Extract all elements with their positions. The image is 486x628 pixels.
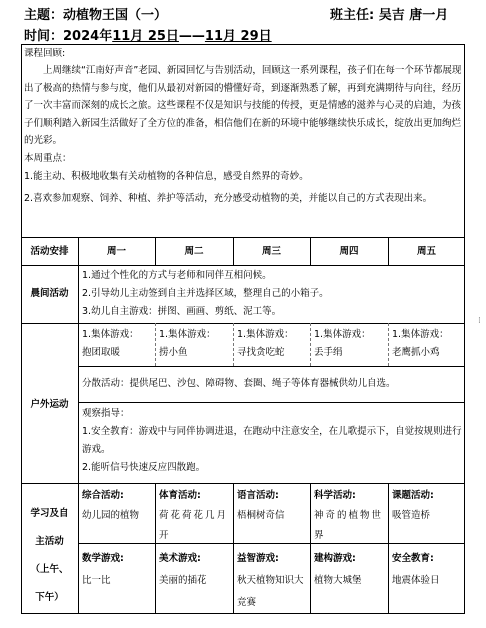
morning-item: 2.引导幼儿主动签到自主并选择区域，整理自己的小箱子。: [82, 288, 329, 299]
group-game-name: 寻找贪吃蛇: [237, 347, 285, 358]
activity-name: 幼儿园的植物: [82, 510, 140, 521]
activity-name: 比一比: [82, 575, 111, 586]
study-mon-2: [82, 548, 154, 592]
guidance: [82, 405, 462, 477]
group-game-label: 1.集体游戏：: [392, 329, 449, 340]
activity-name: 美丽的插花: [159, 575, 207, 586]
activity-name: 荷花荷花几月开: [159, 510, 229, 541]
group-game-thu: [314, 326, 386, 362]
guidance-item: 1.安全教育：游戏中与同伴协调进退，在跑动中注意安全，在儿歌提示下，自觉按规则进行游戏。: [82, 426, 462, 455]
study-tue-2: [159, 548, 231, 592]
study-label-line: 主活动: [35, 536, 64, 547]
activity-name: 秋天植物知识大竞赛: [237, 575, 304, 608]
guidance-title: 观察指导：: [82, 408, 130, 419]
day-header-tue: 周二: [184, 246, 204, 257]
time-line: [24, 25, 272, 44]
study-fri-2: [392, 548, 464, 592]
activity-name: 植物大城堡: [314, 575, 362, 586]
day-header-fri: 周五: [416, 246, 436, 257]
theme-label: 主题：: [24, 8, 64, 23]
time-year: 2024年: [63, 29, 113, 44]
study-tue-1: [159, 486, 230, 546]
page-edge-marker-icon: ⁞: [478, 316, 481, 326]
time-label: 时间：: [24, 29, 64, 44]
guidance-item: 2.能听信号快速反应四散跑。: [82, 462, 206, 473]
activity-type: 体育活动:: [159, 490, 201, 501]
day-header-mon: 周一: [106, 246, 126, 257]
group-game-name: 抱团取暖: [82, 347, 121, 358]
free-play: 分散活动：提供尾巴、沙包、障碍物、套圈、绳子等体育器械供幼儿自选。: [82, 378, 396, 389]
review-paragraph: 上周继续“江南好声音”老园、新园回忆与告别活动，回顾这一系列课程，孩子们在每一个环节都展现出了极高的热情与参与度，他们从最初对新园的懵懂好奇，到逐渐熟悉了解，再到充满期待与向往，经历了一次丰富而深刻的成长之旅。这些课程不仅是知识与技能的传授，更是情感的滋养与心灵的启迪，为孩子们顺利踏入新园生活做好了全方位的准备，相信他们在新的环境中能够继续快乐成长，绽放出更加绚烂的光彩。: [24, 65, 462, 146]
group-game-mon: [82, 326, 154, 362]
review-section: [24, 46, 462, 207]
activity-name: 神奇的植物世界: [314, 510, 384, 541]
activity-type: 科学活动:: [314, 490, 356, 501]
time-end: 11月 29日: [204, 29, 272, 44]
study-fri-1: [392, 486, 464, 526]
study-label-line: （上午、: [30, 564, 69, 575]
group-game-name: 捞小鱼: [159, 347, 188, 358]
study-wed-2: [237, 548, 309, 614]
morning-item: 3.幼儿自主游戏：拼图、画画、剪纸、泥工等。: [82, 306, 282, 317]
arrangement-label: 活动安排: [30, 246, 69, 257]
activity-type: 益智游戏:: [237, 553, 279, 564]
activity-type: 美术游戏:: [159, 553, 201, 564]
goal-item: 1.能主动、积极地收集有关动植物的各种信息，感受自然界的奇妙。: [24, 170, 309, 182]
group-game-label: 1.集体游戏：: [237, 329, 294, 340]
study-label: [21, 500, 78, 612]
activity-type: 课题活动:: [392, 490, 434, 501]
day-header-wed: 周三: [261, 246, 281, 257]
group-game-tue: [159, 326, 231, 362]
group-game-label: 1.集体游戏：: [314, 329, 371, 340]
activity-type: 语言活动:: [237, 490, 279, 501]
time-start: 11月 25日: [112, 29, 179, 44]
morning-items: [82, 267, 462, 321]
activity-name: 梧桐树奇信: [237, 510, 285, 521]
study-mon-1: [82, 486, 154, 526]
theme-line: [24, 4, 167, 23]
theme-value: 动植物王国（一）: [63, 8, 168, 23]
activity-type: 数学游戏:: [82, 553, 124, 564]
review-title: 课程回顾:: [24, 48, 66, 59]
outdoor-label: 户外运动: [30, 399, 69, 410]
morning-item: 1.通过个性化的方式与老师和同伴互相问候。: [82, 270, 272, 281]
group-game-name: 丢手绢: [314, 347, 343, 358]
study-thu-1: [314, 486, 385, 546]
activity-name: 吸管造桥: [392, 510, 431, 521]
activity-type: 建构游戏:: [314, 553, 356, 564]
teacher-value: 吴吉 唐一月: [378, 8, 449, 23]
study-thu-2: [314, 548, 386, 592]
activity-type: 综合活动:: [82, 490, 124, 501]
study-label-line: 下午）: [35, 592, 64, 603]
group-game-fri: [392, 326, 464, 362]
teacher-line: [330, 4, 448, 23]
study-label-line: 学习及自: [30, 508, 69, 519]
group-game-label: 1.集体游戏：: [82, 329, 139, 340]
teacher-label: 班主任:: [330, 8, 375, 23]
activity-name: 地震体验日: [392, 575, 440, 586]
goal-item: 2.喜欢参加观察、饲养、种植、养护等活动，充分感受动植物的美，并能以自己的方式表现出来。: [24, 192, 433, 204]
goals-title: 本周重点：: [24, 152, 72, 164]
day-header-thu: 周四: [339, 246, 359, 257]
group-game-name: 老鹰抓小鸡: [392, 347, 440, 358]
group-game-wed: [237, 326, 309, 362]
activity-type: 安全教育:: [392, 553, 434, 564]
time-dash: ——: [178, 29, 205, 44]
group-game-label: 1.集体游戏：: [159, 329, 216, 340]
study-wed-1: [237, 486, 309, 526]
morning-label: 晨间活动: [30, 288, 69, 299]
